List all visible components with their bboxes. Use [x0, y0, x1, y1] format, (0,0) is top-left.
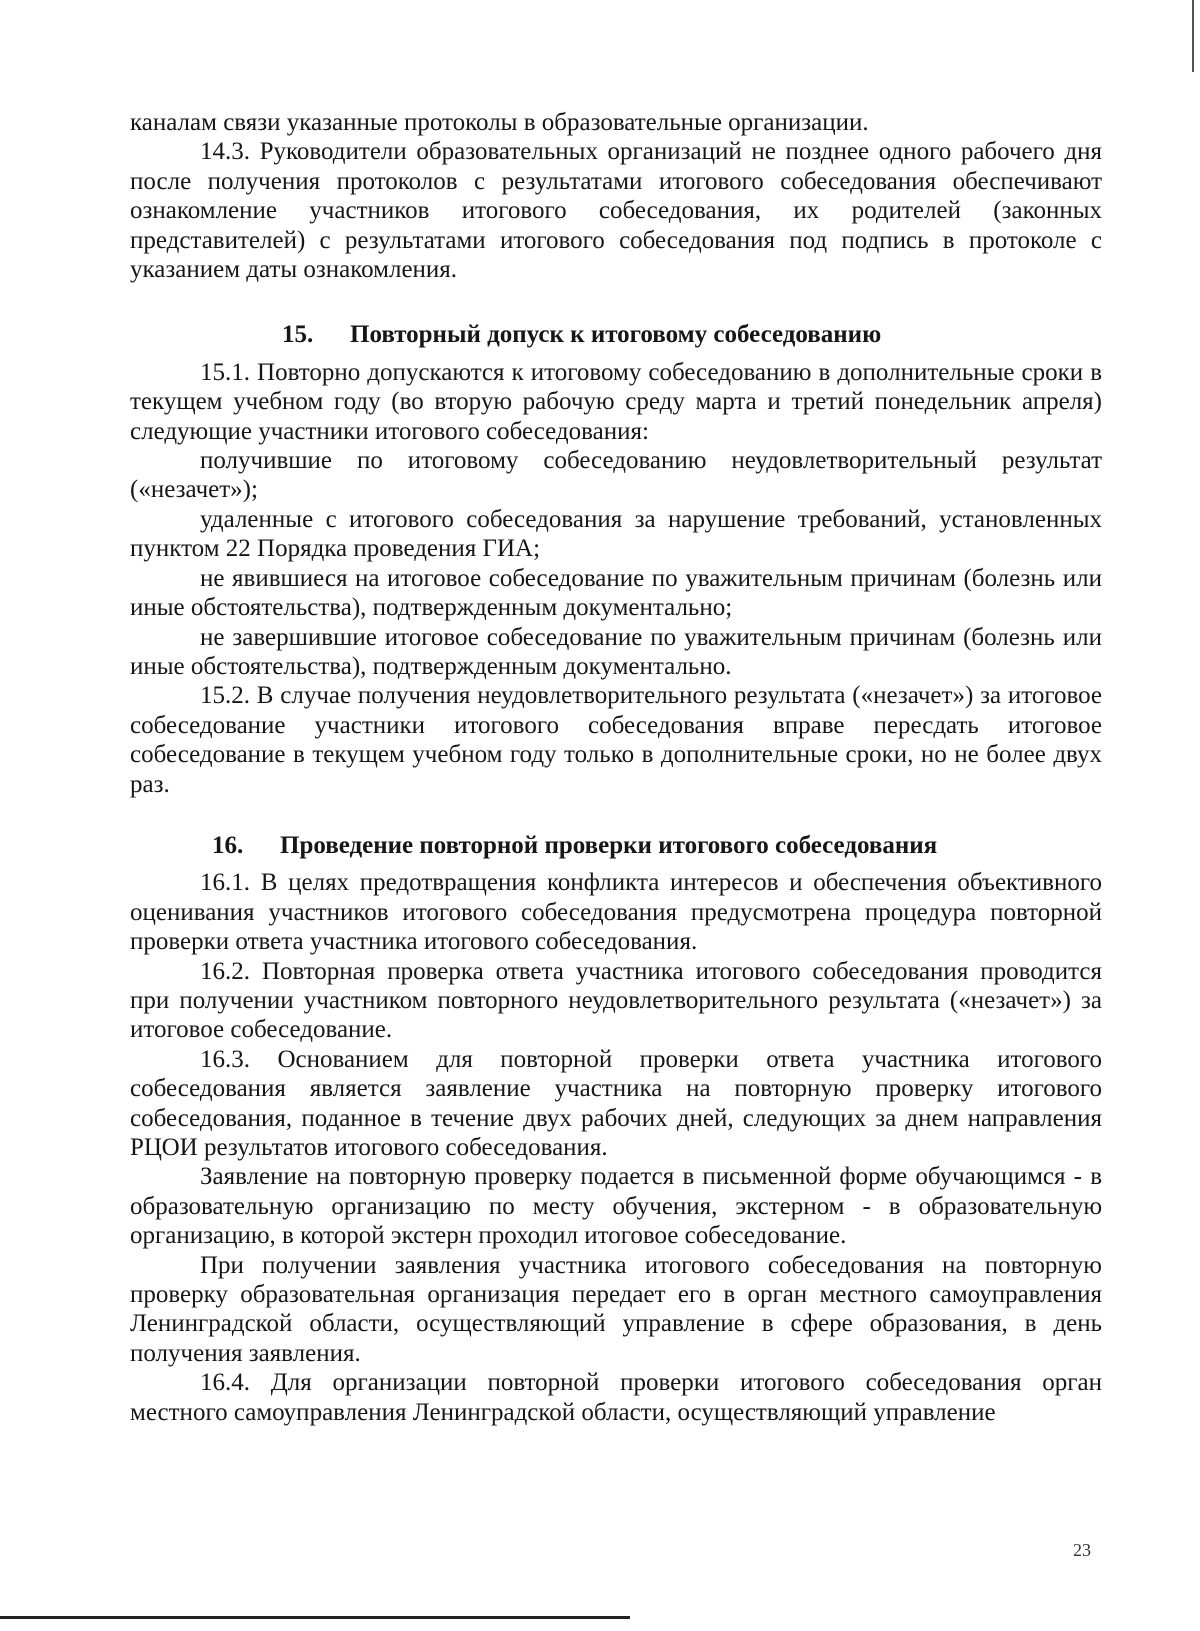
- section-15-heading: [130, 320, 1102, 349]
- paragraph-15-1: 15.1. Повторно допускаются к итоговому собеседованию в дополнительные сроки в текущем учебном году (во вторую рабочую среду марта и третий понедельник апреля) следующие участники итогового собеседования:: [130, 358, 1102, 445]
- paragraph-14-3: 14.3. Руководители образовательных организаций не позднее одного рабочего дня после получения протоколов с результатами итогового собеседования обеспечивают ознакомление участников итогового собеседования, их родителей (законных представителей) с результатами итогового собеседования под подпись в протоколе с указанием даты ознакомления.: [130, 138, 1102, 284]
- scan-edge-right: [1192, 0, 1194, 72]
- document-page: [130, 108, 1102, 1427]
- list-item: получившие по итоговому собеседованию неудовлетворительный результат («незачет»);: [130, 447, 1102, 504]
- paragraph-16-2: 16.2. Повторная проверка ответа участника итогового собеседования проводится при получении участником повторного неудовлетворительного результата («незачет») за итоговое собеседование.: [130, 957, 1102, 1044]
- paragraph: Заявление на повторную проверку подается в письменной форме обучающимся - в образовательную организацию по месту обучения, экстерном - в образовательную организацию, в которой экстерн проходил итоговое собеседование.: [130, 1163, 1102, 1250]
- paragraph-16-1: 16.1. В целях предотвращения конфликта интересов и обеспечения объективного оценивания участников итогового собеседования предусмотрена процедура повторной проверки ответа участника итогового собеседования.: [130, 869, 1102, 956]
- list-item: не явившиеся на итоговое собеседование по уважительным причинам (болезнь или иные обстоятельства), подтвержденным документально;: [130, 564, 1102, 622]
- page-number: 23: [1073, 1540, 1091, 1560]
- list-item: удаленные с итогового собеседования за нарушение требований, установленных пунктом 22 Порядка проведения ГИА;: [130, 505, 1102, 563]
- section-15-title: Повторный допуск к итоговому собеседованию: [350, 321, 882, 349]
- paragraph: При получении заявления участника итогового собеседования на повторную проверку образовательная организация передает его в орган местного самоуправления Ленинградской области, осуществляющий управление в сфере образования, в день получения заявления.: [130, 1251, 1102, 1367]
- scan-edge-bottom: [0, 1616, 630, 1619]
- paragraph-16-3: 16.3. Основанием для повторной проверки ответа участника итогового собеседования является заявление участника на повторную проверку итогового собеседования, поданное в течение двух рабочих дней, следующих за днем направления РЦОИ результатов итогового собеседования.: [130, 1045, 1102, 1161]
- paragraph-15-2: 15.2. В случае получения неудовлетворительного результата («незачет») за итоговое собеседование участники итогового собеседования вправе пересдать итоговое собеседование в текущем учебном году только в дополнительные сроки, но не более двух раз.: [130, 682, 1102, 798]
- section-16-number: 16.: [212, 831, 244, 859]
- section-16-heading: [130, 831, 1102, 860]
- list-item: не завершившие итоговое собеседование по уважительным причинам (болезнь или иные обстоятельства), подтвержденным документально.: [130, 623, 1102, 680]
- paragraph-16-4: 16.4. Для организации повторной проверки итогового собеседования орган местного самоуправления Ленинградской области, осуществляющий управление: [130, 1369, 1102, 1426]
- section-16-title: Проведение повторной проверки итогового собеседования: [280, 831, 938, 859]
- section-15-number: 15.: [282, 321, 314, 349]
- paragraph: каналам связи указанные протоколы в образовательные организации.: [130, 109, 869, 136]
